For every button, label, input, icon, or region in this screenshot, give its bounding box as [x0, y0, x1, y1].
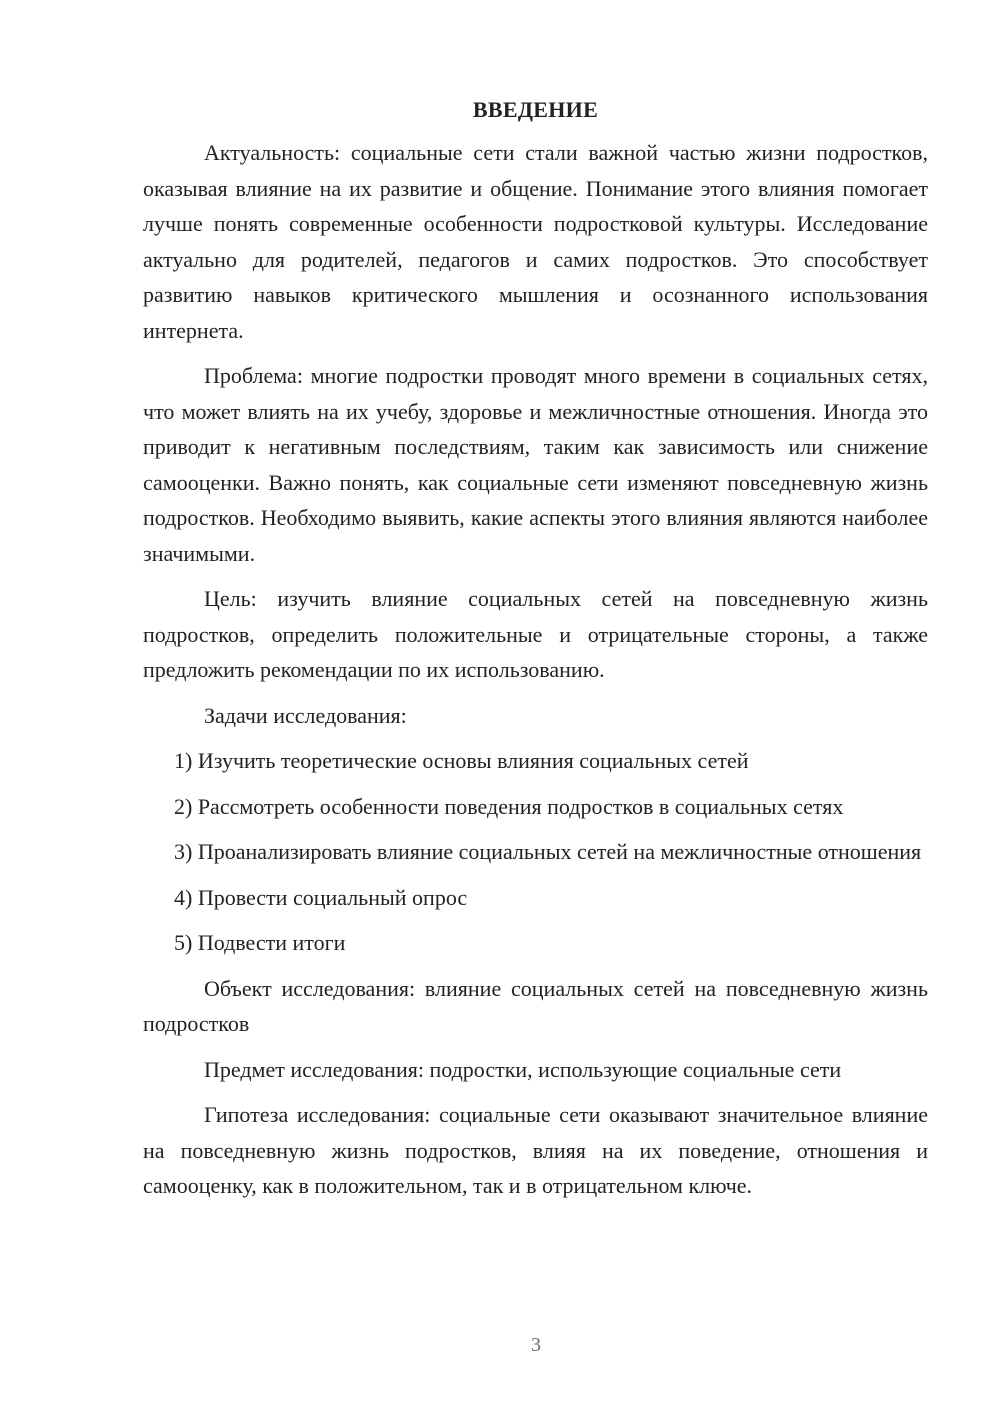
- tasks-title: Задачи исследования:: [204, 702, 407, 728]
- task-item-3: 3) Проанализировать влияние социальных сетей на межличностные отношения: [174, 839, 922, 864]
- goal-paragraph: Цель: изучить влияние социальных сетей на повседневную жизнь подростков, определить положительные и отрицательные стороны, а также предложить рекомендации по их использованию.: [143, 586, 928, 682]
- task-item-2: 2) Рассмотреть особенности поведения подростков в социальных сетях: [174, 793, 844, 819]
- section-heading: ВВЕДЕНИЕ: [472, 97, 599, 122]
- task-item-5: 5) Подвести итоги: [174, 930, 346, 955]
- task-item-4: 4) Провести социальный опрос: [174, 884, 468, 910]
- problem-paragraph: Проблема: многие подростки проводят много времени в социальных сетях, что может влиять на их учебу, здоровье и межличностные отношения. Иногда это приводит к негативным последствиям, таким как зависимость или снижение самооценки. Важно понять, как социальные сети изменяют повседневную жизнь подростков. Необходимо выявить, какие аспекты этого влияния являются наиболее значимыми.: [143, 363, 928, 566]
- page-content: [143, 92, 928, 1214]
- object-paragraph: Объект исследования: влияние социальных сетей на повседневную жизнь подростков: [143, 975, 928, 1036]
- page-number: 3: [531, 1334, 541, 1356]
- relevance-paragraph: Актуальность: социальные сети стали важной частью жизни подростков, оказывая влияние на их развитие и общение. Понимание этого влияния помогает лучше понять современные особенности подростковой культуры. Исследование актуально для родителей, педагогов и самих подростков. Это способствует развитию навыков критического мышления и осознанного использования интернета.: [143, 140, 928, 343]
- task-item-1: 1) Изучить теоретические основы влияния социальных сетей: [174, 748, 749, 773]
- hypothesis-paragraph: Гипотеза исследования: социальные сети оказывают значительное влияние на повседневную жизнь подростков, влияя на их поведение, отношения и самооценку, как в положительном, так и в отрицательном ключе.: [143, 1102, 928, 1198]
- subject-paragraph: Предмет исследования: подростки, использующие социальные сети: [204, 1056, 842, 1082]
